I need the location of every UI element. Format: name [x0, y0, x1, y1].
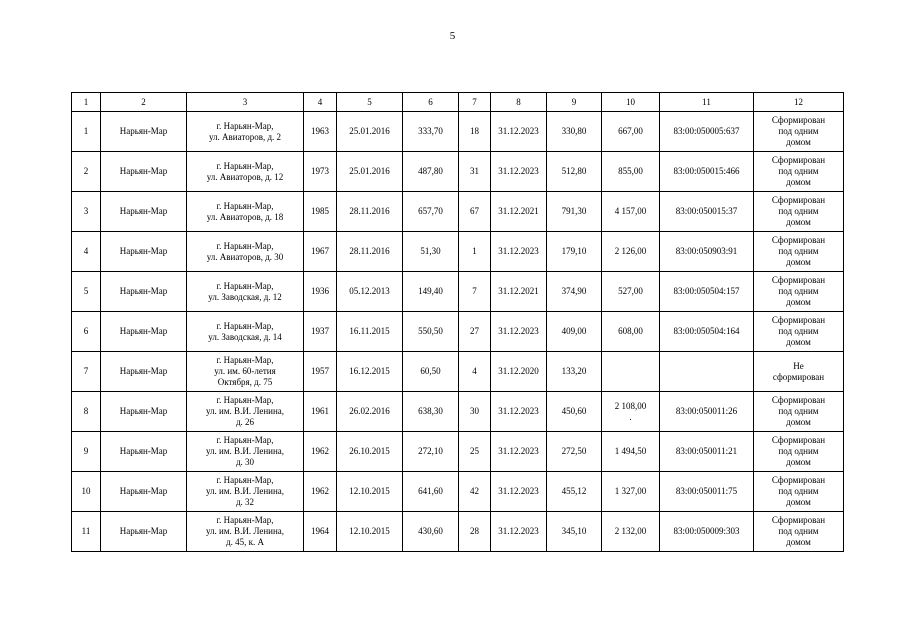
area-cell: 527,00 — [602, 272, 660, 312]
table-row — [72, 432, 844, 472]
address-cell: г. Нарьян-Мар, ул. Авиаторов, д. 12 — [187, 152, 304, 192]
count-cell: 1 — [459, 232, 491, 272]
area-cell: 330,80 — [547, 112, 602, 152]
city-cell: Нарьян-Мар — [101, 392, 187, 432]
row-number-cell: 7 — [72, 352, 101, 392]
column-header: 1 — [72, 93, 101, 112]
year-cell: 1957 — [304, 352, 337, 392]
date-cell: 12.10.2015 — [337, 472, 403, 512]
column-header: 11 — [660, 93, 754, 112]
cadastral-number-cell — [660, 352, 754, 392]
area-cell: 791,30 — [547, 192, 602, 232]
area-cell: 1 327,00 — [602, 472, 660, 512]
cadastral-number-cell: 83:00:050903:91 — [660, 232, 754, 272]
area-cell: 179,10 — [547, 232, 602, 272]
area-cell: 657,70 — [403, 192, 459, 232]
count-cell: 31 — [459, 152, 491, 192]
date-cell: 12.10.2015 — [337, 512, 403, 552]
date-cell: 28.11.2016 — [337, 192, 403, 232]
status-cell: Сформирован под одним домом — [754, 112, 844, 152]
date-cell: 26.10.2015 — [337, 432, 403, 472]
date-cell: 31.12.2023 — [491, 472, 547, 512]
area-cell: 149,40 — [403, 272, 459, 312]
column-header: 4 — [304, 93, 337, 112]
area-cell: 667,00 — [602, 112, 660, 152]
status-cell: Сформирован под одним домом — [754, 472, 844, 512]
date-cell: 31.12.2023 — [491, 392, 547, 432]
table-row — [72, 352, 844, 392]
row-number-cell: 4 — [72, 232, 101, 272]
area-cell: 1 494,50 — [602, 432, 660, 472]
date-cell: 16.11.2015 — [337, 312, 403, 352]
table-row — [72, 312, 844, 352]
area-cell: 608,00 — [602, 312, 660, 352]
date-cell: 05.12.2013 — [337, 272, 403, 312]
address-cell: г. Нарьян-Мар, ул. им. 60-летия Октября, д. 75 — [187, 352, 304, 392]
row-number-cell: 6 — [72, 312, 101, 352]
date-cell: 31.12.2023 — [491, 312, 547, 352]
count-cell: 7 — [459, 272, 491, 312]
cadastral-number-cell: 83:00:050015:466 — [660, 152, 754, 192]
year-cell: 1961 — [304, 392, 337, 432]
column-header: 2 — [101, 93, 187, 112]
date-cell: 31.12.2023 — [491, 112, 547, 152]
row-number-cell: 3 — [72, 192, 101, 232]
count-cell: 42 — [459, 472, 491, 512]
address-cell: г. Нарьян-Мар, ул. Авиаторов, д. 2 — [187, 112, 304, 152]
address-cell: г. Нарьян-Мар, ул. им. В.И. Ленина, д. 45, к. А — [187, 512, 304, 552]
column-header: 8 — [491, 93, 547, 112]
date-cell: 25.01.2016 — [337, 112, 403, 152]
area-cell: 345,10 — [547, 512, 602, 552]
area-cell: 855,00 — [602, 152, 660, 192]
cadastral-number-cell: 83:00:050009:303 — [660, 512, 754, 552]
address-cell: г. Нарьян-Мар, ул. им. В.И. Ленина, д. 26 — [187, 392, 304, 432]
city-cell: Нарьян-Мар — [101, 512, 187, 552]
city-cell: Нарьян-Мар — [101, 352, 187, 392]
column-header: 9 — [547, 93, 602, 112]
status-cell: Сформирован под одним домом — [754, 512, 844, 552]
page-number: 5 — [449, 30, 456, 42]
area-cell: 2 132,00 — [602, 512, 660, 552]
year-cell: 1973 — [304, 152, 337, 192]
row-number-cell: 9 — [72, 432, 101, 472]
table-row — [72, 152, 844, 192]
city-cell: Нарьян-Мар — [101, 152, 187, 192]
city-cell: Нарьян-Мар — [101, 472, 187, 512]
cadastral-number-cell: 83:00:050011:75 — [660, 472, 754, 512]
year-cell: 1936 — [304, 272, 337, 312]
area-cell: 60,50 — [403, 352, 459, 392]
row-number-cell: 1 — [72, 112, 101, 152]
date-cell: 25.01.2016 — [337, 152, 403, 192]
year-cell: 1962 — [304, 472, 337, 512]
cadastral-number-cell: 83:00:050005:637 — [660, 112, 754, 152]
year-cell: 1964 — [304, 512, 337, 552]
city-cell: Нарьян-Мар — [101, 112, 187, 152]
status-cell: Сформирован под одним домом — [754, 272, 844, 312]
status-cell: Не сформирован — [754, 352, 844, 392]
row-number-cell: 2 — [72, 152, 101, 192]
status-cell: Сформирован под одним домом — [754, 152, 844, 192]
column-header: 7 — [459, 93, 491, 112]
city-cell: Нарьян-Мар — [101, 192, 187, 232]
date-cell: 31.12.2023 — [491, 232, 547, 272]
count-cell: 28 — [459, 512, 491, 552]
cadastral-number-cell: 83:00:050011:26 — [660, 392, 754, 432]
area-cell: 272,50 — [547, 432, 602, 472]
area-cell: 133,20 — [547, 352, 602, 392]
area-cell: 430,60 — [403, 512, 459, 552]
status-cell: Сформирован под одним домом — [754, 232, 844, 272]
count-cell: 27 — [459, 312, 491, 352]
table-row — [72, 272, 844, 312]
count-cell: 25 — [459, 432, 491, 472]
date-cell: 26.02.2016 — [337, 392, 403, 432]
area-cell: 641,60 — [403, 472, 459, 512]
count-cell: 67 — [459, 192, 491, 232]
year-cell: 1967 — [304, 232, 337, 272]
year-cell: 1962 — [304, 432, 337, 472]
address-cell: г. Нарьян-Мар, ул. им. В.И. Ленина, д. 30 — [187, 432, 304, 472]
cadastral-number-cell: 83:00:050015:37 — [660, 192, 754, 232]
cadastral-number-cell: 83:00:050504:157 — [660, 272, 754, 312]
count-cell: 18 — [459, 112, 491, 152]
address-cell: г. Нарьян-Мар, ул. Авиаторов, д. 18 — [187, 192, 304, 232]
table-row — [72, 232, 844, 272]
city-cell: Нарьян-Мар — [101, 312, 187, 352]
header-row — [72, 93, 844, 112]
row-number-cell: 8 — [72, 392, 101, 432]
column-header: 3 — [187, 93, 304, 112]
area-cell: 455,12 — [547, 472, 602, 512]
date-cell: 31.12.2021 — [491, 192, 547, 232]
city-cell: Нарьян-Мар — [101, 272, 187, 312]
year-cell: 1963 — [304, 112, 337, 152]
area-cell: 374,90 — [547, 272, 602, 312]
table-row — [72, 472, 844, 512]
date-cell: 31.12.2021 — [491, 272, 547, 312]
table-row — [72, 512, 844, 552]
city-cell: Нарьян-Мар — [101, 232, 187, 272]
address-cell: г. Нарьян-Мар, ул. Авиаторов, д. 30 — [187, 232, 304, 272]
count-cell: 30 — [459, 392, 491, 432]
year-cell: 1985 — [304, 192, 337, 232]
area-cell: 450,60 — [547, 392, 602, 432]
column-header: 6 — [403, 93, 459, 112]
row-number-cell: 11 — [72, 512, 101, 552]
date-cell: 16.12.2015 — [337, 352, 403, 392]
area-cell: 4 157,00 — [602, 192, 660, 232]
area-cell: 2 126,00 — [602, 232, 660, 272]
column-header: 12 — [754, 93, 844, 112]
column-header: 10 — [602, 93, 660, 112]
date-cell: 31.12.2020 — [491, 352, 547, 392]
table-row — [72, 112, 844, 152]
date-cell: 31.12.2023 — [491, 152, 547, 192]
area-cell: 550,50 — [403, 312, 459, 352]
address-cell: г. Нарьян-Мар, ул. им. В.И. Ленина, д. 32 — [187, 472, 304, 512]
area-cell: 333,70 — [403, 112, 459, 152]
year-cell: 1937 — [304, 312, 337, 352]
count-cell: 4 — [459, 352, 491, 392]
area-cell — [602, 352, 660, 392]
status-cell: Сформирован под одним домом — [754, 392, 844, 432]
area-cell: 487,80 — [403, 152, 459, 192]
city-cell: Нарьян-Мар — [101, 432, 187, 472]
cadastral-number-cell: 83:00:050011:21 — [660, 432, 754, 472]
area-cell: 51,30 — [403, 232, 459, 272]
table-row — [72, 392, 844, 432]
address-cell: г. Нарьян-Мар, ул. Заводская, д. 14 — [187, 312, 304, 352]
cadastral-number-cell: 83:00:050504:164 — [660, 312, 754, 352]
row-number-cell: 10 — [72, 472, 101, 512]
area-cell: 409,00 — [547, 312, 602, 352]
area-cell: 2 108,00 . — [602, 392, 660, 432]
row-number-cell: 5 — [72, 272, 101, 312]
date-cell: 31.12.2023 — [491, 512, 547, 552]
status-cell: Сформирован под одним домом — [754, 312, 844, 352]
column-header: 5 — [337, 93, 403, 112]
area-cell: 272,10 — [403, 432, 459, 472]
table-row — [72, 192, 844, 232]
area-cell: 638,30 — [403, 392, 459, 432]
status-cell: Сформирован под одним домом — [754, 192, 844, 232]
data-table — [71, 92, 844, 552]
status-cell: Сформирован под одним домом — [754, 432, 844, 472]
date-cell: 28.11.2016 — [337, 232, 403, 272]
area-cell: 512,80 — [547, 152, 602, 192]
address-cell: г. Нарьян-Мар, ул. Заводская, д. 12 — [187, 272, 304, 312]
date-cell: 31.12.2023 — [491, 432, 547, 472]
